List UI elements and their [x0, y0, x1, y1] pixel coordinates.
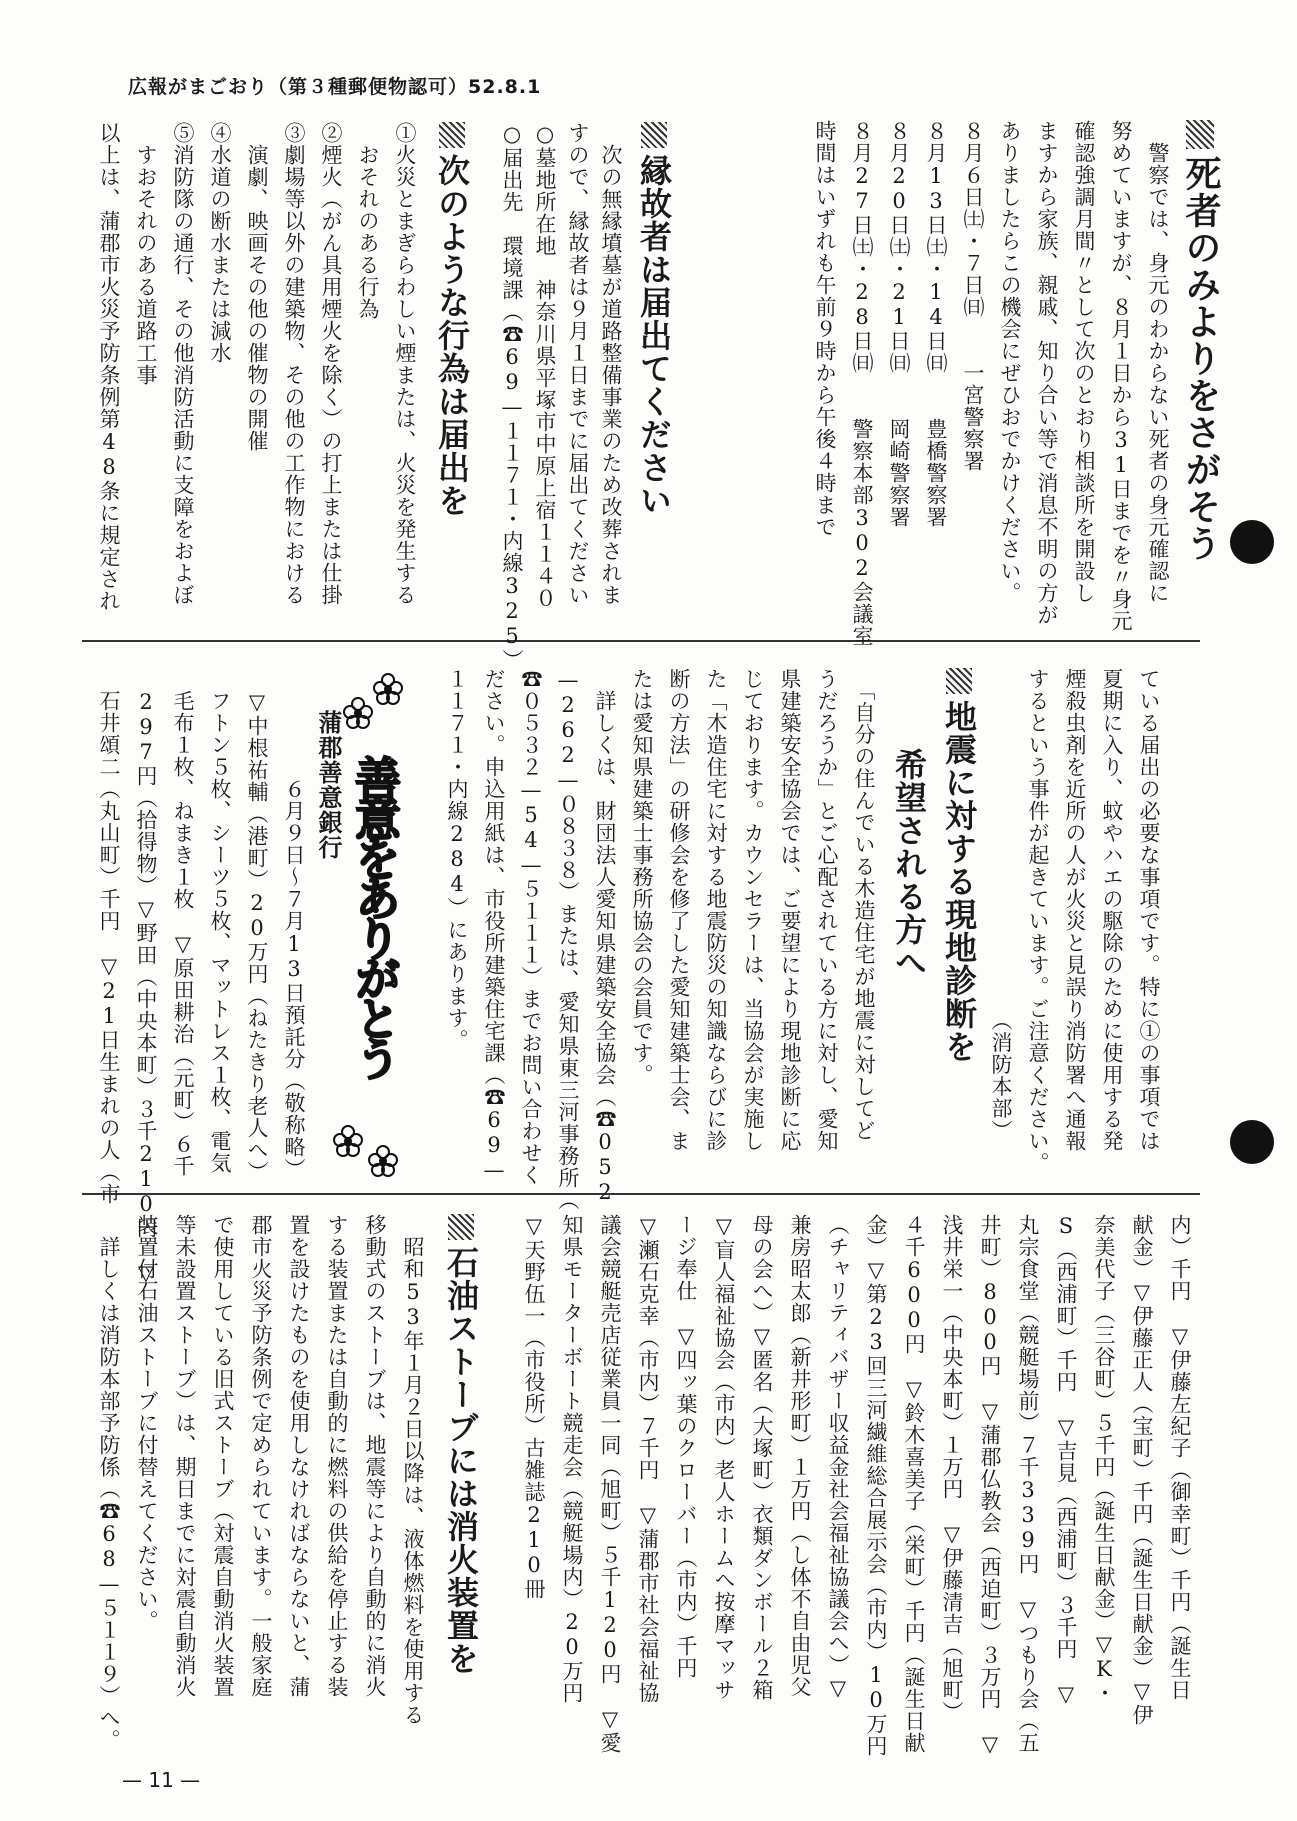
text-line: —262—０８３８）または、愛知県東三河事務所（ — [556, 668, 580, 1211]
goodwill-list — [90, 690, 342, 1286]
text-line: 置を設けたものを使用しなければならないと、蒲 — [287, 1214, 311, 1698]
text-line: ⑤消防隊の通行、その他消防活動に支障をおよぼ — [171, 122, 195, 606]
bank-name: 蒲郡善意銀行 — [314, 710, 342, 860]
text-line: 以上は、蒲郡市火災予防条例第48条に規定され — [97, 122, 121, 612]
text-line: 装置付石油ストーブに付替えてください。 — [135, 1214, 159, 1632]
donor-line: ▽天野伍一（市役所）古雑誌210冊 — [522, 1214, 546, 1600]
text-line: ☎０５３２—54—５１１１）までお問い合わせく — [519, 668, 543, 1186]
article-relatives — [495, 122, 777, 671]
text-line: ▽中根祐輔（港町）20万円（ねたきり老人へ） — [245, 690, 269, 1183]
donor-line: 知県モーターボート競走会（競艇場内）20万円 — [560, 1214, 584, 1704]
article-quake — [438, 668, 1210, 1211]
donor-line: 母の会へ）▽匿名（大塚町）衣類ダンボール２箱 — [750, 1214, 774, 1701]
scan-blob-2 — [1230, 1120, 1274, 1164]
donor-line: 献金）▽伊藤正人（宝町）千円（誕生日献金）▽伊 — [1130, 1214, 1154, 1726]
donor-line: 金）▽第23回三河繊維総合展示会（市内）10万円 — [864, 1214, 888, 1757]
text-line: た「木造住宅に対する地震防災の知識ならびに診 — [704, 668, 728, 1152]
text-line: すので、縁故者は９月１日までに届出てください — [566, 122, 590, 606]
text-line: 確認強調月間〃として次のとおり相談所を開設し — [1072, 120, 1096, 604]
byline: （消防本部） — [989, 668, 1013, 1142]
text-line: ６月９日〜７月13日預託分（敬称略） — [282, 690, 306, 1180]
article-title: 縁故者は届出てください — [627, 122, 677, 642]
schedule-line: ８月27日㈯・28日㈰ 警察本部302会議室 — [850, 120, 874, 647]
donor-line: 内）千円 ▽伊藤左紀子（御幸町）千円（誕生日 — [1168, 1214, 1192, 1701]
text-line: 時間はいずれも午前９時から午後４時まで — [813, 120, 837, 538]
hatch-mark-icon — [946, 668, 972, 694]
schedule-line: ８月６日㈯・７日㈰ 一宮警察署 — [961, 120, 985, 472]
article-stove — [90, 1214, 500, 1759]
text-line: ○届出先 環境課（☎69—１１７１・内線325） — [500, 122, 524, 671]
article-title: 地震に対する現地診断を — [932, 668, 982, 1188]
text-line: フトン５枚、シーツ５枚、マットレス１枚、電気 — [208, 690, 232, 1174]
art-title: 善意をありがとう — [348, 755, 402, 1075]
text-line: 県建築安全協会では、ご要望により現地診断に応 — [778, 668, 802, 1152]
donor-line: 奈美代子（三谷町）５千円（誕生日献金）▽K・ — [1092, 1214, 1116, 1704]
text-line: ④水道の断水または減水 — [208, 122, 232, 364]
hatch-mark-icon — [448, 1214, 474, 1240]
donor-line: （チャリティバザー収益金社会福祉協議会へ）▽ — [826, 1214, 850, 1701]
text-line: たは愛知県建築士事務所協会の会員です。 — [630, 668, 654, 1086]
text-line: １１７１・内線284）にあります。 — [445, 668, 469, 1051]
schedule-line: ８月13日㈯・14日㈰ 豊橋警察署 — [924, 120, 948, 528]
text-line: ありましたらこの機会にぜひおでかけください。 — [998, 120, 1022, 604]
text-line: する装置または自動的に燃料の供給を停止する装 — [325, 1214, 349, 1698]
donor-line: 兼房昭太郎（新井形町）１万円（し体不自由児父 — [788, 1214, 812, 1698]
band-divider-2 — [82, 1193, 1200, 1195]
text-line: 詳しくは消防本部予防係（☎68—５１１９）へ。 — [97, 1214, 121, 1751]
text-line: ②煙火（がん具用煙火を除く）の打上または仕掛 — [319, 122, 343, 606]
text-line: すおそれのある道路工事 — [134, 122, 158, 386]
text-line: うだろうか」とご心配されている方に対し、愛知 — [815, 668, 839, 1152]
donor-line: ▽瀬石克幸（市内）７千円 ▽蒲郡市社会福祉協 — [636, 1214, 660, 1704]
page-number: — 11 — — [122, 1768, 201, 1792]
text-line: で使用している旧式ストーブ（対震自動消火装置 — [211, 1214, 235, 1698]
text-line: おそれのある行為 — [356, 122, 380, 320]
text-line: 297円（拾得物）▽野田（中央本町）３千210円 ▽ — [134, 690, 158, 1286]
text-line: ③劇場等以外の建築物、その他の工作物における — [282, 122, 306, 606]
donor-line: 丸宗食堂（競艇場前）７千339円 ▽つもり会（五 — [1016, 1214, 1040, 1754]
text-line: 郡市火災予防条例で定められています。一般家庭 — [249, 1214, 273, 1698]
text-line: 演劇、映画その他の催物の開催 — [245, 122, 269, 452]
text-line: 等未設置ストーブ）は、期日までに対震自動消火 — [173, 1214, 197, 1698]
scan-blob-1 — [1230, 520, 1274, 564]
donor-list — [515, 1214, 1210, 1759]
donor-line: ４千600円 ▽鈴木喜美子（栄町）千円（誕生日献 — [902, 1214, 926, 1754]
flower-icon — [374, 674, 402, 704]
text-line: 「自分の住んでいる木造住宅が地震に対してど — [852, 668, 876, 1142]
text-line: 努めていますが、８月１日から31日までを〃身元 — [1109, 120, 1133, 632]
flower-icon — [369, 1146, 397, 1176]
hatch-mark-icon — [1186, 120, 1215, 149]
donor-line: ▽盲人福祉協会（市内）老人ホームへ按摩マッサ — [712, 1214, 736, 1701]
text-line: ている届出の必要な事項です。特に①の事項では — [1137, 668, 1161, 1152]
text-line: 石井頌二（丸山町）千円 ▽21日生まれの人（市 — [97, 690, 121, 1205]
text-line: 夏期に入り、蚊やハエの駆除のために使用する発 — [1100, 668, 1124, 1152]
schedule-line: ８月20日㈯・21日㈰ 岡崎警察署 — [887, 120, 911, 528]
masthead: 広報がまごおり（第３種郵便物認可）52.8.1 — [128, 76, 542, 98]
text-line: 煙殺虫剤を近所の人が火災と見誤り消防署へ通報 — [1063, 668, 1087, 1152]
text-line: 移動式のストーブは、地震等により自動的に消火 — [363, 1214, 387, 1698]
donor-line: 井町）800円 ▽蒲郡仏教会（西迫町）３万円 ▽ — [978, 1214, 1002, 1757]
text-line: ますから家族、親戚、知り合い等で消息不明の方が — [1035, 120, 1059, 626]
article-title: 石油ストーブには消火装置を — [432, 1214, 484, 1759]
article-fire-notice — [90, 122, 470, 642]
text-line: 毛布１枚、ねまき１枚 ▽原田耕治（元町）６千 — [171, 690, 195, 1177]
text-line: じております。カウンセラーは、当協会が実施し — [741, 668, 765, 1152]
text-line: 断の方法」の研修会を修了した愛知建築士会、ま — [667, 668, 691, 1152]
text-line: 昭和53年１月２日以降は、液体燃料を使用する — [401, 1214, 425, 1726]
hatch-mark-icon — [641, 122, 667, 148]
donor-line: 浅井栄一（中央本町）１万円 ▽伊藤清吉（旭町） — [940, 1214, 964, 1723]
flower-icon — [344, 698, 372, 728]
article-dead-persons — [806, 120, 1221, 647]
text-line: 警察では、身元のわからない死者の身元確認に — [1146, 120, 1170, 604]
donor-line: 議会競艇売店従業員一同（旭町）５千120円 ▽愛 — [598, 1214, 622, 1754]
text-line: ①火災とまぎらわしい煙または、火災を発生する — [393, 122, 417, 606]
article-title: 死者のみよりをさがそう — [1176, 120, 1226, 640]
article-subtitle: 希望される方へ — [890, 748, 928, 979]
donor-line: S（西浦町）千円 ▽吉見（西浦町）３千円 ▽ — [1054, 1214, 1078, 1707]
text-line: ださい。申込用紙は、市役所建築住宅課（☎69— — [482, 668, 506, 1183]
article-title: 次のような行為は届出を — [423, 122, 475, 642]
text-line: するという事件が起きています。ご注意ください。 — [1026, 668, 1050, 1174]
text-line: ○墓地所在地 神奈川県平塚市中原上宿１１４０ — [533, 122, 557, 609]
hatch-mark-icon — [439, 122, 465, 148]
donor-line: ージ奉仕 ▽四ッ葉のクローバー（市内）千円 — [674, 1214, 698, 1679]
text-line: 詳しくは、財団法人愛知県建築安全協会（☎052 — [593, 668, 617, 1205]
text-line: 次の無縁墳墓が道路整備事業のため改葬されま — [599, 122, 623, 606]
